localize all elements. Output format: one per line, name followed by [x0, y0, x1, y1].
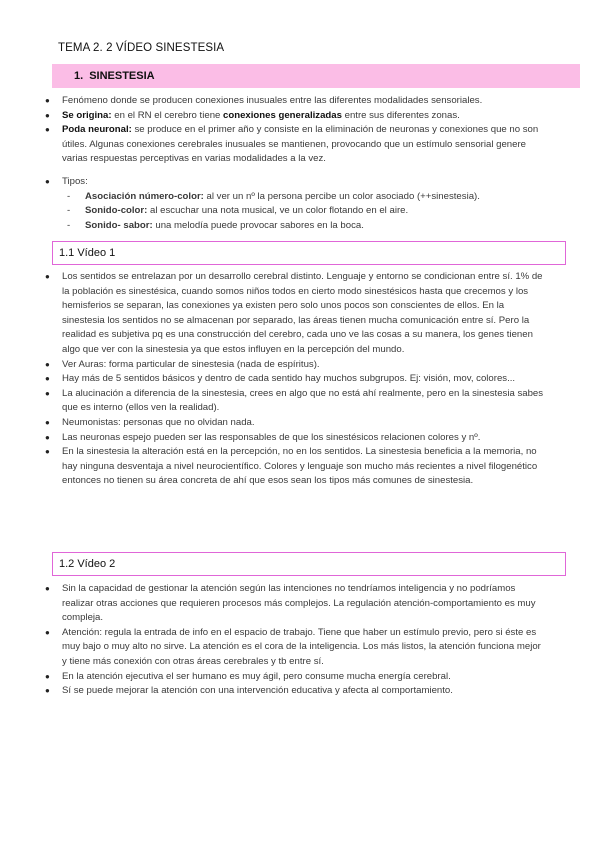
item-text: entre sus diferentes zonas.: [341, 109, 460, 121]
video1-list: [0, 270, 600, 489]
sub-list-item: [0, 219, 600, 234]
item-text: Sí se puede mejorar la atención con una intervención educativa y afecta al comportamiento.: [62, 685, 453, 697]
section-number: 1.: [74, 70, 84, 82]
list-item: [0, 94, 600, 109]
bullet-icon: ●: [45, 125, 50, 135]
bullet-icon: ●: [45, 359, 50, 369]
item-text: Fenómeno donde se producen conexiones inusuales entre las diferentes modalidades sensoriales.: [62, 95, 483, 106]
section-heading: [52, 64, 580, 88]
item-label: Asociación número-color:: [85, 190, 204, 202]
item-text: una melodía puede provocar sabores en la boca.: [152, 219, 364, 231]
subsection-heading-video2: 1.2 Vídeo 2: [52, 552, 566, 576]
item-text: al ver un nº la persona percibe un color asociado (++sinestesia).: [203, 190, 480, 202]
document-title: TEMA 2. 2 VÍDEO SINESTESIA: [58, 42, 225, 54]
sub-list-item: [0, 204, 600, 219]
bullet-icon: ●: [45, 374, 50, 384]
item-text: Tipos:: [62, 175, 88, 187]
item-label: Sonido- sabor:: [85, 219, 153, 231]
bullet-icon: ●: [45, 584, 50, 593]
section-title: SINESTESIA: [89, 70, 155, 82]
bullet-icon: ●: [45, 447, 50, 457]
item-label: Sonido-color:: [85, 205, 148, 217]
list-item: [0, 626, 600, 670]
bullet-icon: ●: [45, 627, 50, 637]
bullet-icon: ●: [45, 96, 50, 105]
list-item: [0, 387, 600, 416]
bullet-icon: ●: [45, 272, 50, 281]
list-item: [0, 372, 600, 387]
intro-list: [0, 94, 600, 233]
item-text: se produce en el primer año y consiste en la eliminación de neuronas y conexiones que no son útiles. Algunas conexiones cerebrales inusuales se mantienen, provocando que un estímulo sensorial genere varias respuestas perceptivas en varias modalidades a la vez.: [62, 124, 539, 165]
bullet-icon: ●: [45, 432, 50, 442]
item-emphasis: conexiones generalizadas: [223, 109, 342, 121]
item-text: Atención: regula la entrada de info en el espacio de trabajo. Tiene que haber un estímulo previo, pero si éste es muy bajo o muy alto no sirve. La atención es el cora de la inteligencia. Los más listos, la atención funciona mejor y tiene más conexión con otras áreas cerebrales y tb entre sí.: [62, 626, 541, 667]
list-item: [0, 416, 600, 431]
item-text: en el RN el cerebro tiene: [111, 109, 224, 121]
list-item: [0, 582, 600, 626]
item-text: En la atención ejecutiva el ser humano es muy ágil, pero consume mucha energía cerebral.: [62, 670, 451, 682]
item-text: La alucinación a diferencia de la sinestesia, crees en algo que no está ahí realmente, pero en la sinestesia sabes que es interno (ellos ven la realidad).: [62, 387, 544, 414]
dash-icon: -: [67, 219, 71, 231]
list-item: [0, 175, 600, 190]
dash-icon: -: [67, 205, 71, 217]
item-text: En la sinestesia la alteración está en la percepción, no en los sentidos. La sinestesia beneficia a la memoria, no hay ninguna desventaja a nivel neurocientífico. Colores y lenguaje son mucho más recientes a nivel filogenético entonces no tienen su área concreta de ahí que esos sean los tipos más comunes de sinestesia.: [62, 446, 538, 487]
list-item: [0, 109, 600, 124]
list-item: [0, 270, 600, 358]
item-label: Poda neuronal:: [62, 124, 132, 136]
bullet-icon: ●: [45, 671, 50, 681]
item-text: Sin la capacidad de gestionar la atención según las intenciones no tendríamos inteligencia y no podríamos realizar otras acciones que requieren procesos más complejos. La regulación atención-comportamiento es muy compleja.: [62, 583, 536, 624]
subsection-heading-video1: 1.1 Vídeo 1: [52, 241, 566, 265]
bullet-icon: ●: [45, 686, 50, 696]
item-text: Ver Auras: forma particular de sinestesia (nada de espíritus).: [62, 358, 320, 370]
list-item: [0, 684, 600, 699]
bullet-icon: ●: [45, 388, 50, 398]
list-item: [0, 358, 600, 373]
bullet-icon: ●: [45, 110, 50, 120]
item-text: Los sentidos se entrelazan por un desarrollo cerebral distinto. Lenguaje y entorno se condicionan entre sí. 1% de la población es sinestésica, cuando somos niños todos en cierto modo sinestésicos hasta que crecemos y los hemisferios se separan, las conexiones ya existen pero solo unos pocos son conscientes de ellos. En la sinestesia los sentidos no se almacenan por separado, las áreas tienen mucha comunicación entre sí. Pero la realidad es subjetiva pq es una construcción del cerebro, cada uno ve las cosas a su manera, los genes tienen algo que ver con la sinestesia ya que estos influyen en la percepción del mundo.: [62, 271, 543, 355]
list-item: [0, 123, 600, 167]
video2-list: [0, 582, 600, 699]
item-text: al escuchar una nota musical, ve un color flotando en el aire.: [147, 205, 409, 217]
dash-icon: -: [67, 190, 71, 202]
bullet-icon: ●: [45, 176, 50, 186]
item-text: Hay más de 5 sentidos básicos y dentro de cada sentido hay muchos subgrupos. Ej: visión, mov, colores...: [62, 373, 516, 385]
list-item: [0, 670, 600, 685]
bullet-icon: ●: [45, 417, 50, 427]
item-text: Las neuronas espejo pueden ser las responsables de que los sinestésicos relacionen colores y nº.: [62, 431, 481, 443]
list-item: [0, 431, 600, 446]
item-text: Neumonistas: personas que no olvidan nada.: [62, 416, 255, 428]
item-label: Se origina:: [62, 109, 112, 121]
sub-list-item: [0, 190, 600, 205]
list-item: [0, 445, 600, 489]
